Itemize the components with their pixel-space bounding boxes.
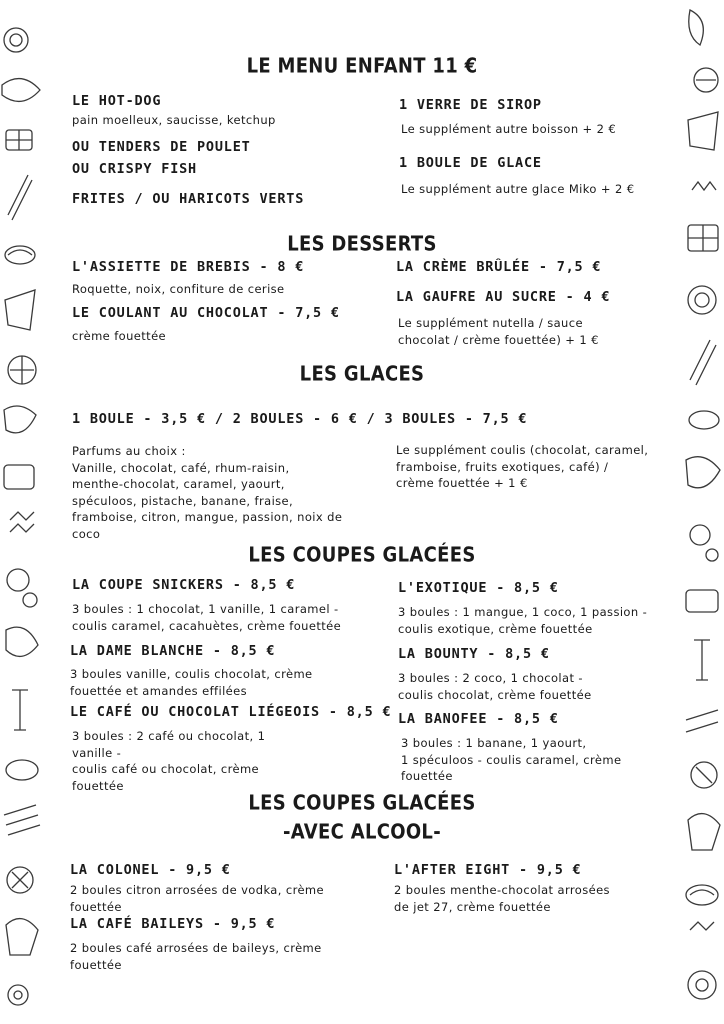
decorative-border-right bbox=[680, 0, 724, 1024]
gaufre-supplement: Le supplément nutella / sauce chocolat / crème fouettée) + 1 € bbox=[398, 316, 599, 347]
decorative-border-left bbox=[0, 0, 44, 1024]
bounty-title: LA BOUNTY - 8,5 € bbox=[398, 646, 550, 662]
snickers-title: LA COUPE SNICKERS - 8,5 € bbox=[72, 577, 296, 593]
colonel-description: 2 boules citron arrosées de vodka, crème fouettée bbox=[70, 883, 325, 914]
exotique-description: 3 boules : 1 mangue, 1 coco, 1 passion - coulis exotique, crème fouettée bbox=[398, 605, 648, 636]
kids-menu-title: LE MENU ENFANT 11 € bbox=[246, 54, 478, 79]
coulant-description: crème fouettée bbox=[72, 329, 167, 343]
brebis-description: Roquette, noix, confiture de cerise bbox=[72, 282, 285, 296]
snickers-description: 3 boules : 1 chocolat, 1 vanille, 1 caramel - coulis caramel, cacahuètes, crème fouettée bbox=[72, 602, 342, 633]
glaces-supplement: Le supplément coulis (chocolat, caramel, framboise, fruits exotiques, café) / crème fouettée + 1 € bbox=[396, 443, 649, 490]
alcool-title: LES COUPES GLACÉES bbox=[248, 791, 476, 816]
food-sketch-pattern-right bbox=[680, 0, 724, 1024]
brebis-title: L'ASSIETTE DE BREBIS - 8 € bbox=[72, 259, 305, 275]
bounty-description: 3 boules : 2 coco, 1 chocolat - coulis chocolat, crème fouettée bbox=[398, 671, 592, 702]
glaces-flavors: Parfums au choix : Vanille, chocolat, café, rhum-raisin, menthe-chocolat, caramel, yaourt, spéculoos, pistache, banane, fraise, framboise, citron, mangue, passion, noix de coco bbox=[72, 444, 343, 541]
alcool-subtitle: -AVEC ALCOOL- bbox=[283, 820, 441, 845]
gaufre-title: LA GAUFRE AU SUCRE - 4 € bbox=[396, 289, 611, 305]
ice-scoop-title: 1 BOULE DE GLACE bbox=[399, 155, 542, 171]
crispy-fish-option: OU CRISPY FISH bbox=[72, 161, 197, 177]
coulant-title: LE COULANT AU CHOCOLAT - 7,5 € bbox=[72, 305, 340, 321]
glaces-title: LES GLACES bbox=[299, 362, 425, 387]
ice-supplement: Le supplément autre glace Miko + 2 € bbox=[401, 182, 635, 196]
syrup-drink-title: 1 VERRE DE SIROP bbox=[399, 97, 542, 113]
creme-brulee-title: LA CRÈME BRÛLÉE - 7,5 € bbox=[396, 259, 602, 275]
liegeois-title: LE CAFÉ OU CHOCOLAT LIÉGEOIS - 8,5 € bbox=[70, 704, 392, 720]
hotdog-title: LE HOT-DOG bbox=[72, 93, 162, 109]
after-eight-title: L'AFTER EIGHT - 9,5 € bbox=[394, 862, 582, 878]
drink-supplement: Le supplément autre boisson + 2 € bbox=[401, 122, 617, 136]
tenders-option: OU TENDERS DE POULET bbox=[72, 139, 251, 155]
baileys-description: 2 boules café arrosées de baileys, crème fouettée bbox=[70, 941, 322, 972]
banofee-title: LA BANOFEE - 8,5 € bbox=[398, 711, 559, 727]
desserts-title: LES DESSERTS bbox=[287, 232, 437, 257]
after-eight-description: 2 boules menthe-chocolat arrosées de jet 27, crème fouettée bbox=[394, 883, 610, 914]
hotdog-description: pain moelleux, saucisse, ketchup bbox=[72, 113, 276, 127]
liegeois-description: 3 boules : 2 café ou chocolat, 1 vanille - coulis café ou chocolat, crème fouettée bbox=[72, 729, 266, 793]
banofee-description: 3 boules : 1 banane, 1 yaourt, 1 spéculoos - coulis caramel, crème fouettée bbox=[401, 736, 622, 783]
colonel-title: LA COLONEL - 9,5 € bbox=[70, 862, 231, 878]
dame-blanche-title: LA DAME BLANCHE - 8,5 € bbox=[70, 643, 276, 659]
coupes-title: LES COUPES GLACÉES bbox=[248, 543, 476, 568]
glaces-prices: 1 BOULE - 3,5 € / 2 BOULES - 6 € / 3 BOULES - 7,5 € bbox=[72, 411, 528, 427]
sides-option: FRITES / OU HARICOTS VERTS bbox=[72, 191, 305, 207]
exotique-title: L'EXOTIQUE - 8,5 € bbox=[398, 580, 559, 596]
food-sketch-pattern-left bbox=[0, 0, 44, 1024]
baileys-title: LA CAFÉ BAILEYS - 9,5 € bbox=[70, 916, 276, 932]
dame-blanche-description: 3 boules vanille, coulis chocolat, crème fouettée et amandes effilées bbox=[70, 667, 313, 698]
